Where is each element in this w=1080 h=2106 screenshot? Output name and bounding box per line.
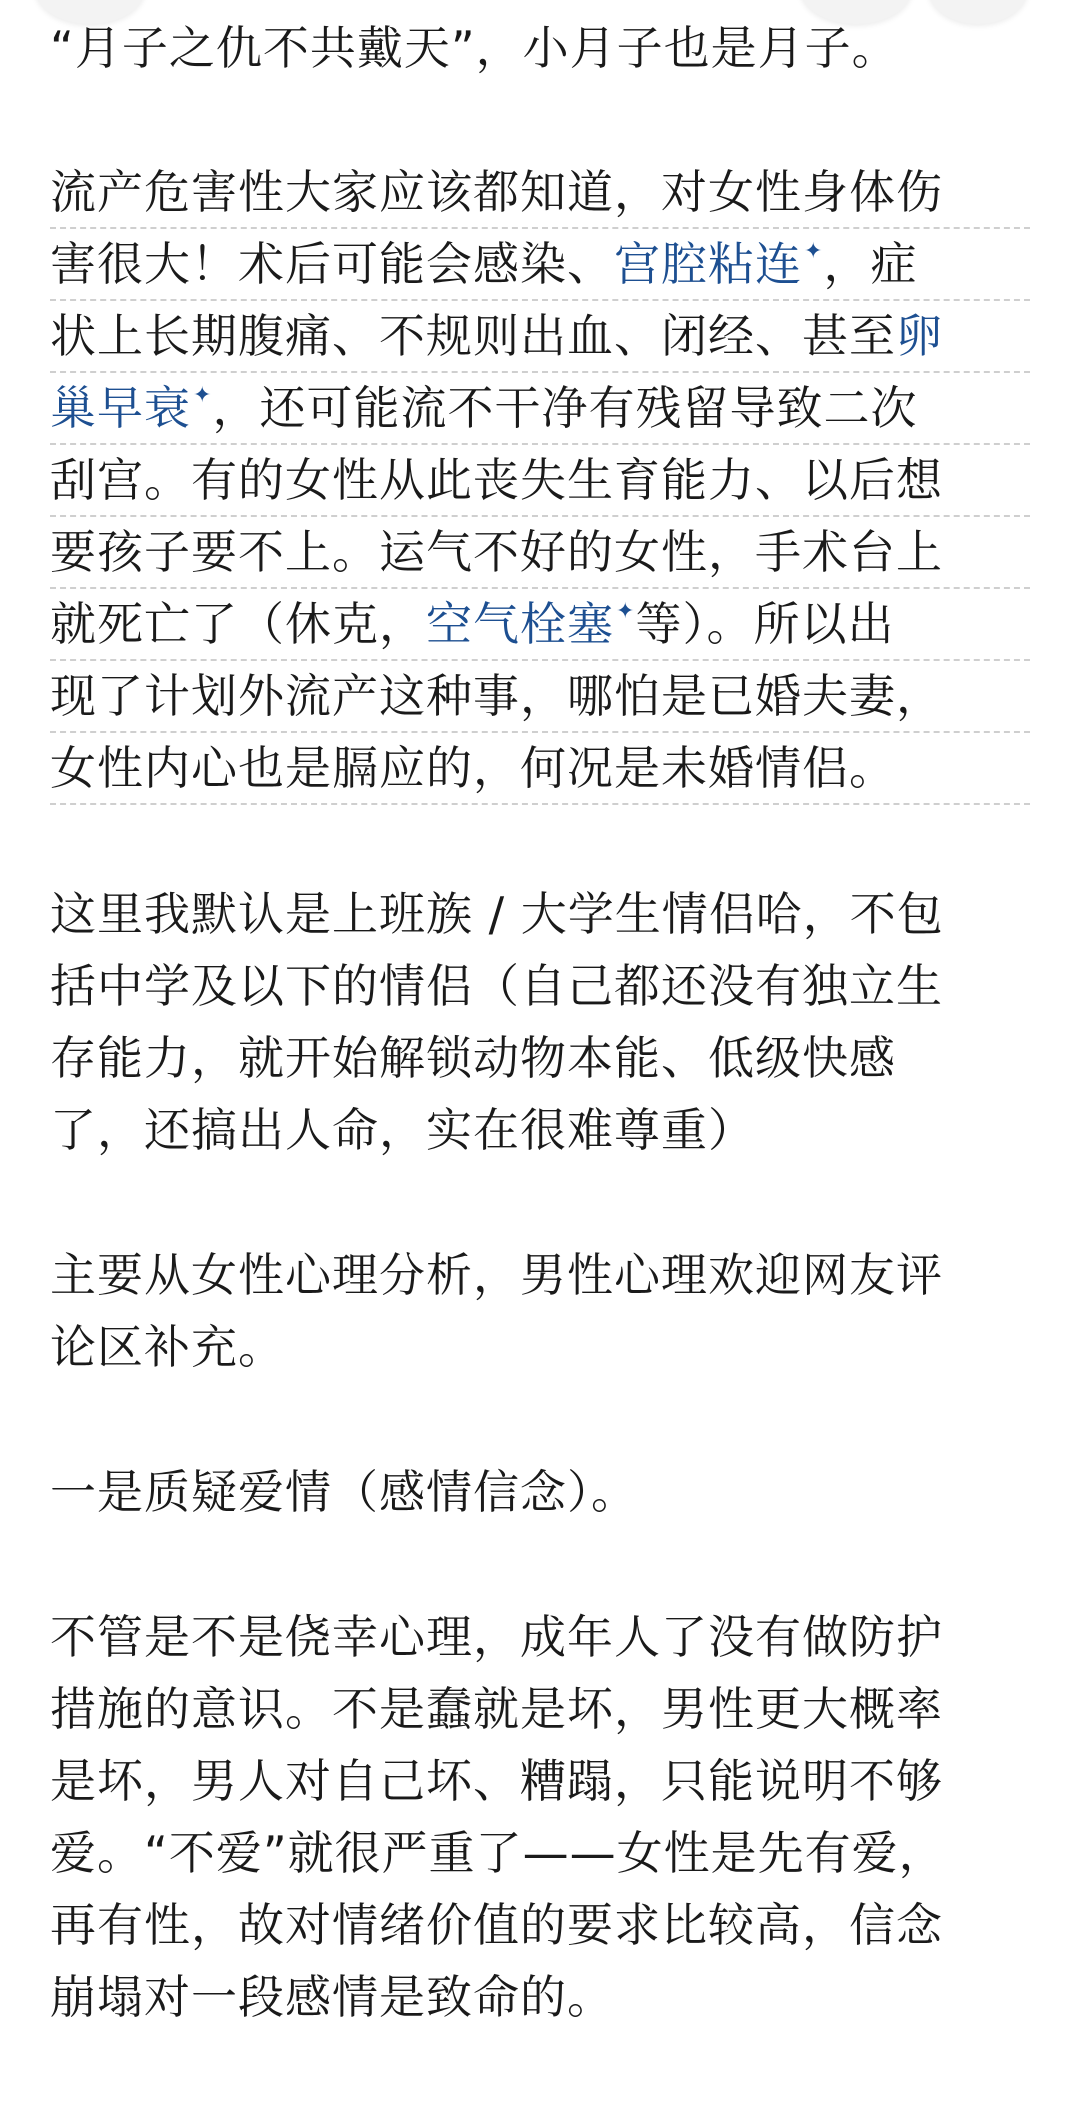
text-line	[50, 589, 1030, 661]
text-segment: 害很大！术后可能会感染、	[50, 237, 614, 291]
keyword-link-air-embolism[interactable]	[426, 597, 635, 651]
text-line	[50, 229, 1030, 301]
paragraph-2	[50, 157, 1030, 805]
text-segment: ，症	[823, 237, 918, 291]
text-line: 不管是不是侥幸心理，成年人了没有做防护	[50, 1610, 943, 1664]
text-line: 存能力，就开始解锁动物本能、低级快感	[50, 1031, 896, 1085]
keyword-text[interactable]: 巢早衰	[50, 381, 191, 435]
sparkle-icon: ✦	[616, 599, 636, 624]
text-line: “月子之仇不共戴天”，小月子也是月子。	[50, 21, 899, 75]
text-line: 再有性，故对情绪价值的要求比较高，信念	[50, 1898, 943, 1952]
text-segment: 等）。所以出	[635, 597, 895, 651]
text-line: 了，还搞出人命，实在很难尊重）	[50, 1103, 755, 1157]
text-line: 爱。“不爱”就很严重了——女性是先有爱，	[50, 1826, 946, 1880]
text-line: 流产危害性大家应该都知道，对女性身体伤	[50, 157, 1030, 229]
keyword-link-ovarian-failure[interactable]	[50, 381, 212, 435]
text-line: 女性内心也是膈应的，何况是未婚情侣。	[50, 733, 1030, 805]
text-line: 措施的意识。不是蠢就是坏，男性更大概率	[50, 1682, 943, 1736]
paragraph-1	[50, 12, 1030, 84]
paragraph-6	[50, 1601, 1030, 2033]
paragraph-4	[50, 1239, 1030, 1383]
sparkle-icon: ✦	[193, 383, 213, 408]
text-line: 这里我默认是上班族 / 大学生情侣哈，不包	[50, 887, 944, 941]
text-line: 刮宫。有的女性从此丧失生育能力、以后想	[50, 445, 1030, 517]
sparkle-icon: ✦	[804, 239, 824, 264]
text-line: 论区补充。	[50, 1320, 285, 1374]
paragraph-3	[50, 878, 1030, 1166]
text-line	[50, 301, 1030, 373]
text-line: 要孩子要不上。运气不好的女性，手术台上	[50, 517, 1030, 589]
text-segment: ，还可能流不干净有残留导致二次	[212, 381, 918, 435]
text-segment: 就死亡了（休克，	[50, 597, 426, 651]
text-line: 现了计划外流产这种事，哪怕是已婚夫妻，	[50, 661, 1030, 733]
text-line: 是坏，男人对自己坏、糟蹋，只能说明不够	[50, 1754, 943, 1808]
text-line: 一是质疑爱情（感情信念）。	[50, 1465, 638, 1519]
keyword-link-ovarian-failure-part1[interactable]: 卵	[896, 309, 943, 363]
article-body	[50, 12, 1030, 2106]
keyword-link-intrauterine-adhesion[interactable]	[614, 237, 823, 291]
text-line: 崩塌对一段感情是致命的。	[50, 1970, 614, 2024]
text-segment: 状上长期腹痛、不规则出血、闭经、甚至	[50, 309, 896, 363]
paragraph-5	[50, 1456, 1030, 1528]
keyword-text[interactable]: 空气栓塞	[426, 597, 614, 651]
text-line: 括中学及以下的情侣（自己都还没有独立生	[50, 959, 943, 1013]
keyword-text[interactable]: 宫腔粘连	[614, 237, 802, 291]
text-line	[50, 373, 1030, 445]
text-line: 主要从女性心理分析，男性心理欢迎网友评	[50, 1248, 943, 1302]
